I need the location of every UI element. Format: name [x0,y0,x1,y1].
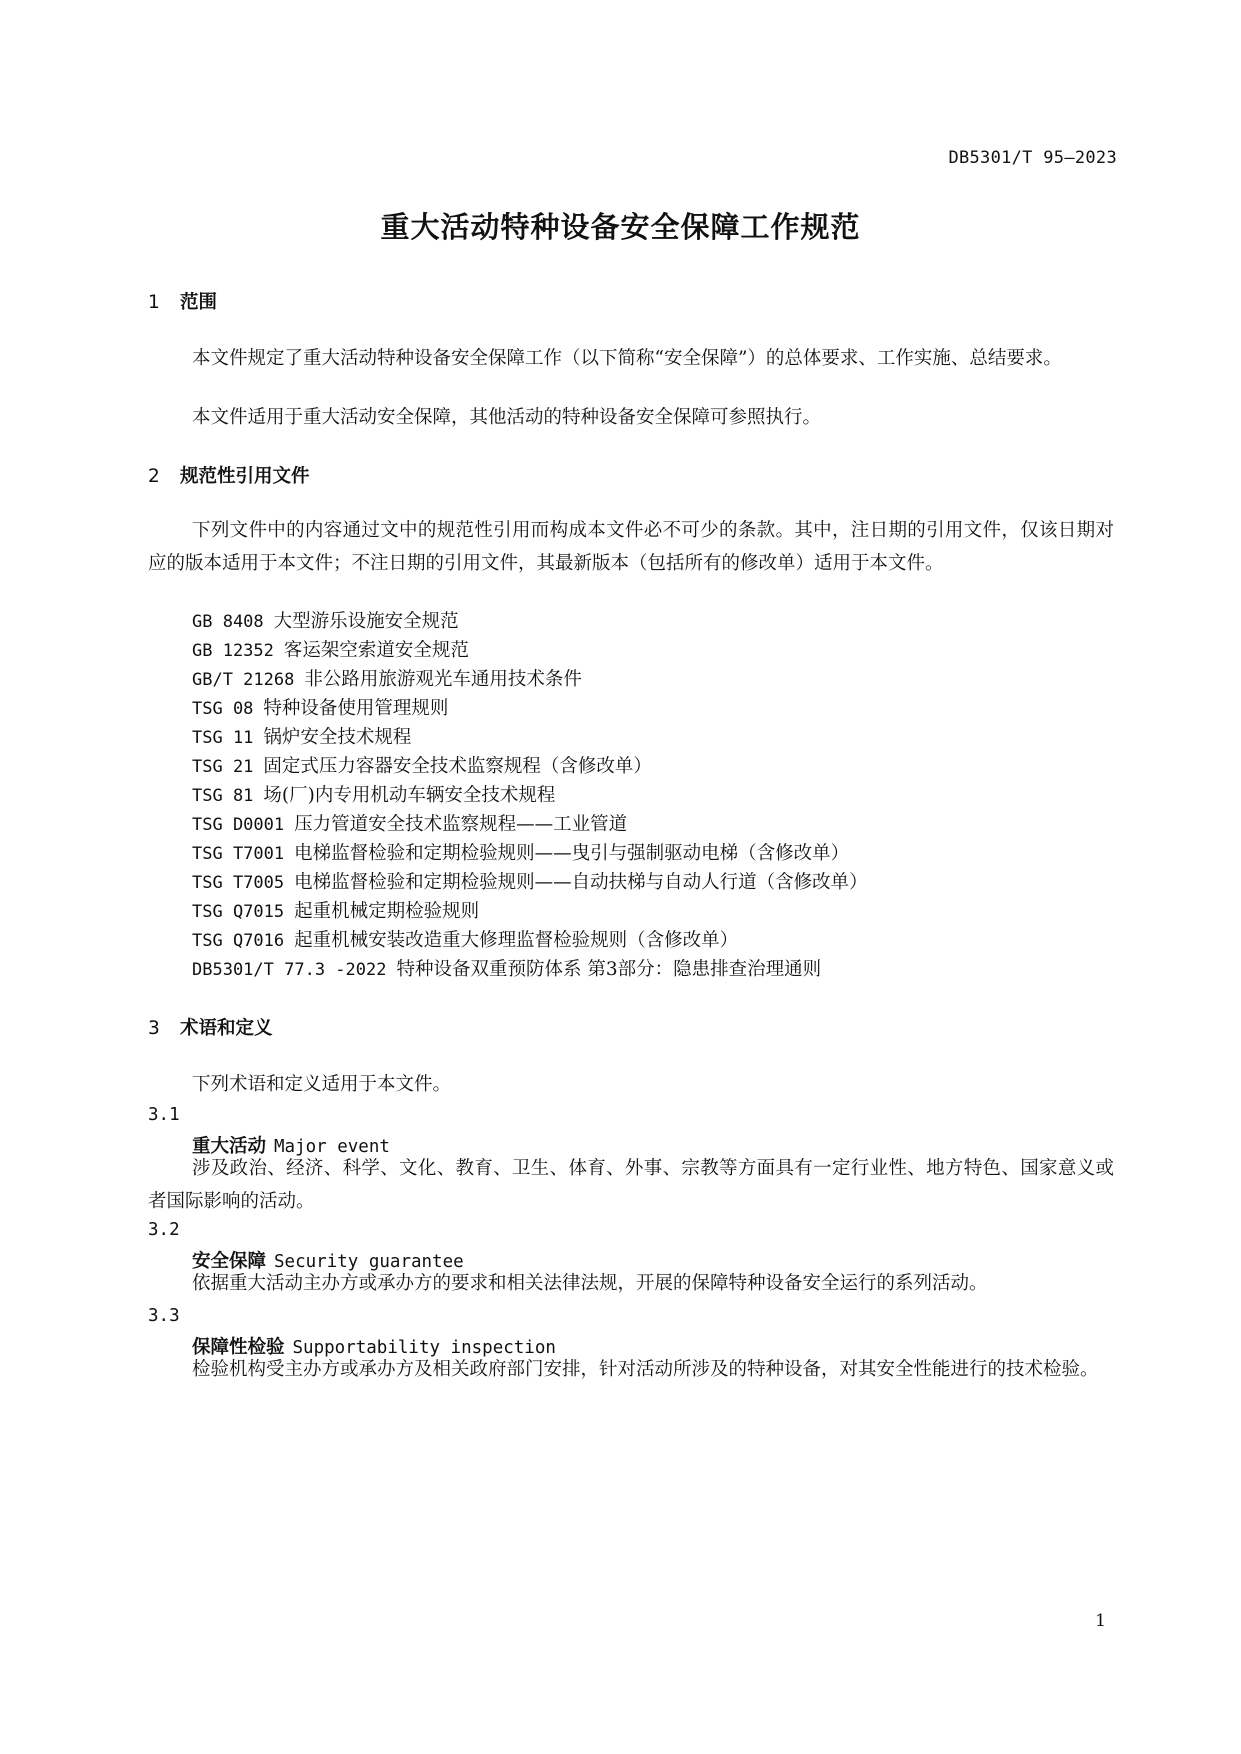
reference-item [192,897,479,923]
ref-title: 起重机械定期检验规则 [294,901,480,922]
ref-code: TSG Q7016 [192,931,285,951]
paragraph: 本文件规定了重大活动特种设备安全保障工作（以下简称“安全保障”）的总体要求、工作实施、总结要求。 [192,348,1062,369]
term-name: 重大活动 Major event [192,1136,390,1157]
reference-item [192,810,627,836]
section-number: 3 [148,1018,160,1039]
ref-code: TSG T7001 [192,844,285,864]
section-number: 1 [148,292,160,313]
term-number: 3.1 [148,1105,180,1125]
ref-title: 锅炉安全技术规程 [263,727,412,748]
ref-code: TSG 21 [192,757,254,777]
paragraph: 本文件适用于重大活动安全保障，其他活动的特种设备安全保障可参照执行。 [192,407,822,428]
reference-item [192,868,868,894]
ref-code: TSG 81 [192,786,254,806]
ref-title: 压力管道安全技术监察规程——工业管道 [294,814,628,835]
reference-item [192,839,849,865]
section-title: 范围 [180,292,218,313]
ref-title: 电梯监督检验和定期检验规则——曳引与强制驱动电梯（含修改单） [294,843,850,864]
term-english: Major event [274,1137,390,1157]
ref-code: TSG D0001 [192,815,285,835]
ref-code: TSG Q7015 [192,902,285,922]
term-english: Security guarantee [274,1252,464,1272]
section-3-heading [148,1014,273,1040]
term-definition: 依据重大活动主办方或承办方的要求和相关法律法规，开展的保障特种设备安全运行的系列活动。 [192,1273,988,1294]
section-number: 2 [148,466,160,487]
ref-code: TSG T7005 [192,873,285,893]
reference-item [192,665,582,691]
term-definition: 检验机构受主办方或承办方及相关政府部门安排，针对活动所涉及的特种设备，对其安全性能进行的技术检验。 [192,1359,1099,1380]
reference-item [192,607,459,633]
ref-code: TSG 11 [192,728,254,748]
ref-title: 大型游乐设施安全规范 [273,611,459,632]
reference-item [192,723,411,749]
ref-title: 特种设备双重预防体系 第3部分：隐患排查治理通则 [396,959,822,980]
reference-item [192,752,652,778]
section-title: 术语和定义 [180,1018,273,1039]
ref-title: 固定式压力容器安全技术监察规程（含修改单） [263,756,652,777]
ref-code: GB 8408 [192,612,264,632]
ref-title: 非公路用旅游观光车通用技术条件 [304,669,582,690]
ref-title: 客运架空索道安全规范 [283,640,469,661]
term-name: 保障性检验 Supportability inspection [192,1337,556,1358]
term-number: 3.2 [148,1220,180,1240]
ref-title: 起重机械安装改造重大修理监督检验规则（含修改单） [294,930,739,951]
term-number: 3.3 [148,1306,180,1326]
standard-code: DB5301/T 95—2023 [948,148,1117,168]
term-definition: 涉及政治、经济、科学、文化、教育、卫生、体育、外事、宗教等方面具有一定行业性、地方特色、国家意义或者国际影响的活动。 [148,1158,1114,1212]
reference-item [192,636,469,662]
ref-code: DB5301/T 77.3 -2022 [192,960,387,980]
paragraph: 下列术语和定义适用于本文件。 [192,1074,452,1095]
reference-item [192,926,738,952]
page-number: 1 [1095,1611,1106,1631]
term-english: Supportability inspection [292,1338,556,1358]
section-1-heading [148,288,217,314]
ref-title: 电梯监督检验和定期检验规则——自动扶梯与自动人行道（含修改单） [294,872,868,893]
ref-title: 特种设备使用管理规则 [263,698,449,719]
paragraph: 下列文件中的内容通过文中的规范性引用而构成本文件必不可少的条款。其中，注日期的引用文件，仅该日期对应的版本适用于本文件；不注日期的引用文件，其最新版本（包括所有的修改单）适用于本文件。 [148,520,1114,574]
ref-code: TSG 08 [192,699,254,719]
document-title: 重大活动特种设备安全保障工作规范 [380,210,861,244]
section-title: 规范性引用文件 [180,466,310,487]
reference-item [192,955,821,981]
term-name: 安全保障 Security guarantee [192,1251,464,1272]
ref-title: 场(厂)内专用机动车辆安全技术规程 [263,785,556,806]
ref-code: GB/T 21268 [192,670,295,690]
reference-item [192,694,448,720]
ref-code: GB 12352 [192,641,274,661]
reference-item [192,781,555,807]
section-2-heading [148,462,310,488]
